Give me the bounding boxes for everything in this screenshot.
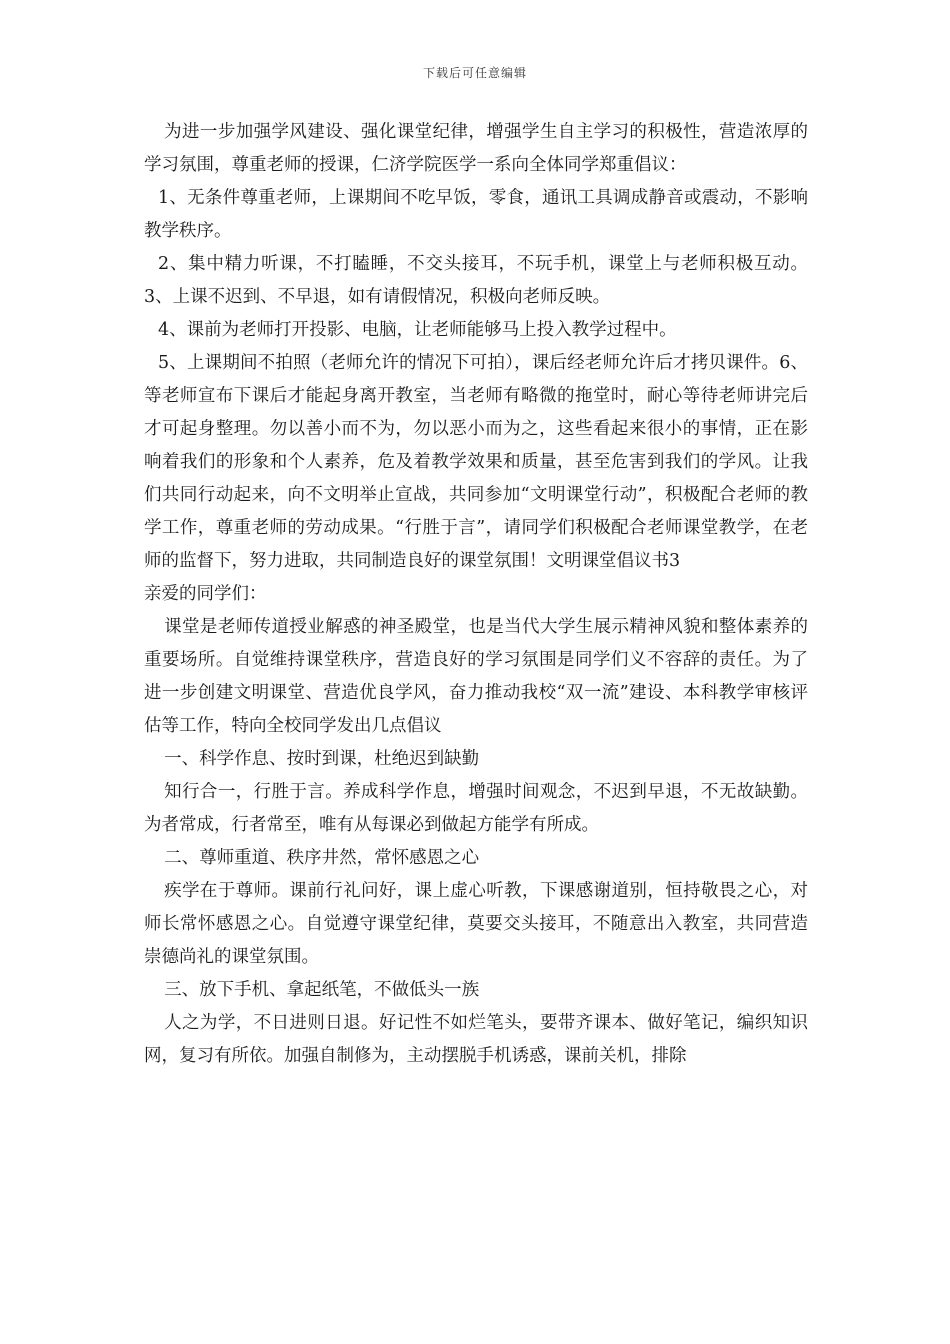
paragraph-item-2-3: 2、集中精力听课，不打瞌睡，不交头接耳，不玩手机，课堂上与老师积极互动。3、上课不迟到、不早退，如有请假情况，积极向老师反映。 — [144, 254, 808, 307]
paragraph-classroom-intro: 课堂是老师传道授业解惑的神圣殿堂，也是当代大学生展示精神风貌和整体素养的重要场所。自觉维持课堂秩序，营造良好的学习氛围是同学们义不容辞的责任。为了进一步创建文明课堂、营造优良学风，奋力推动我校“双一流”建设、本科教学审核评估等工作，特向全校同学发出几点倡议 — [144, 617, 808, 736]
paragraph-intro: 为进一步加强学风建设、强化课堂纪律，增强学生自主学习的积极性，营造浓厚的学习氛围，尊重老师的授课，仁济学院医学一系向全体同学郑重倡议： — [144, 122, 808, 175]
section-body-3: 人之为学，不日进则日退。好记性不如烂笔头，要带齐课本、做好笔记，编织知识网，复习有所依。加强自制修为，主动摆脱手机诱惑，课前关机，排除 — [144, 1013, 808, 1066]
paragraph-item-5-6: 5、上课期间不拍照（老师允许的情况下可拍），课后经老师允许后才拷贝课件。6、等老师宣布下课后才能起身离开教室，当老师有略微的拖堂时，耐心等待老师讲完后才可起身整理。勿以善小而不为，勿以恶小而为之，这些看起来很小的事情，正在影响着我们的形象和个人素养，危及着教学效果和质量，甚至危害到我们的学风。让我们共同行动起来，向不文明举止宣战，共同参加“文明课堂行动”，积极配合老师的教学工作，尊重老师的劳动成果。“行胜于言”，请同学们积极配合老师课堂教学，在老师的监督下，努力进取，共同制造良好的课堂氛围！文明课堂倡议书3 — [144, 353, 808, 571]
paragraph-item-4: 4、课前为老师打开投影、电脑，让老师能够马上投入教学过程中。 — [158, 320, 677, 340]
section-body-2: 疾学在于尊师。课前行礼问好，课上虚心听教，下课感谢道别，恒持敬畏之心，对师长常怀感恩之心。自觉遵守课堂纪律，莫要交头接耳，不随意出入教室，共同营造崇德尚礼的课堂氛围。 — [144, 881, 808, 967]
page-header-note: 下载后可任意编辑 — [422, 66, 527, 80]
section-body-1: 知行合一，行胜于言。养成科学作息，增强时间观念，不迟到早退，不无故缺勤。为者常成，行者常至，唯有从每课必到做起方能学有所成。 — [144, 782, 808, 835]
section-heading-3: 三、放下手机、拿起纸笔，不做低头一族 — [164, 980, 480, 1000]
document-body — [144, 116, 808, 1073]
section-heading-2: 二、尊师重道、秩序井然，常怀感恩之心 — [164, 848, 480, 868]
section-heading-1: 一、科学作息、按时到课，杜绝迟到缺勤 — [164, 749, 480, 769]
salutation: 亲爱的同学们： — [144, 584, 267, 604]
paragraph-item-1: 1、无条件尊重老师，上课期间不吃早饭，零食，通讯工具调成静音或震动，不影响教学秩序。 — [144, 188, 808, 241]
